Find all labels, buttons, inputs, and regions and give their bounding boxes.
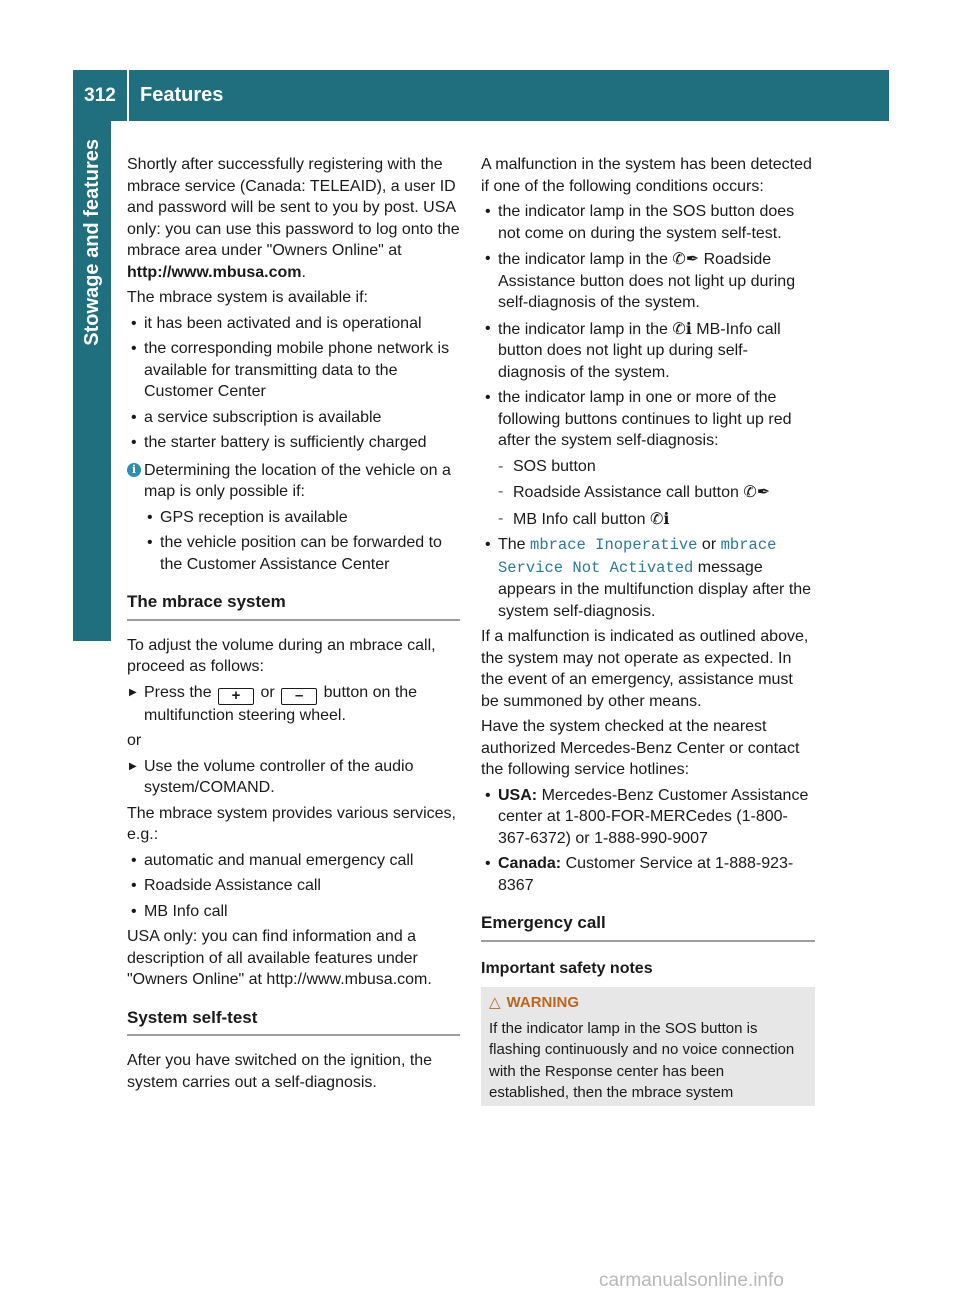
or-text: or (127, 732, 142, 749)
info-phone-icon: ✆ℹ (672, 318, 692, 338)
hotline-label: USA: (498, 786, 538, 804)
heading-mbrace-system: The mbrace system (127, 591, 460, 621)
list-item (481, 534, 815, 622)
warning-box (481, 987, 815, 1106)
registration-paragraph (127, 154, 460, 283)
heading-emergency-call: Emergency call (481, 912, 815, 942)
plus-key-icon: + (218, 688, 254, 705)
self-test-paragraph: After you have switched on the ignition, the system carries out a self-diagnosis. (127, 1052, 433, 1091)
registration-end: . (301, 263, 306, 281)
warning-label: WARNING (506, 994, 580, 1011)
list-item: • automatic and manual emergency call (127, 850, 460, 872)
warning-text: If the indicator lamp in the SOS button is flashing continuously and no voice connection with the Response center has been established, then the mbrace system (489, 1019, 795, 1101)
header-divider (127, 70, 129, 121)
heading-system-self-test: System self-test (127, 1007, 460, 1037)
list-item: • the indicator lamp in one or more of the following buttons continues to light up red after the system self-diagnosis: (481, 387, 815, 452)
sub-list-text: MB Info call button (513, 510, 646, 528)
list-item: • it has been activated and is operational (127, 313, 460, 335)
warning-triangle-icon: △ (489, 993, 501, 1011)
registration-text: Shortly after successfully registering with the mbrace service (Canada: TELEAID), a user ID and password will be sent to you by post. USA only: you can use this password to log onto the mbrace area under "Owners Online" at (127, 156, 460, 259)
section-title: Features (140, 84, 224, 106)
hotline-text: Customer Service at 1-888-923-8367 (498, 855, 794, 894)
step-text: Press the (144, 683, 212, 701)
list-item: • a service subscription is available (127, 407, 460, 429)
info-text: Determining the location of the vehicle on a map is only possible if: (144, 461, 451, 500)
info-bullets (127, 507, 460, 576)
page-header (73, 70, 889, 121)
list-item: • the indicator lamp in the SOS button does not come on during the system self-test. (481, 201, 815, 244)
services-intro: The mbrace system provides various services, e.g.: (127, 804, 456, 843)
condition-text: Roadside Assistance button does not light up during self-diagnosis of the system. (498, 251, 796, 311)
list-item: • the starter battery is sufficiently charged (127, 432, 460, 454)
condition-text: or (701, 536, 717, 553)
list-item (481, 318, 815, 384)
side-tab (73, 121, 111, 641)
condition-text: the indicator lamp in the (498, 320, 668, 338)
side-tab-label: Stowage and features (81, 139, 103, 346)
page-number: 312 (84, 85, 116, 106)
minus-key-icon: – (281, 688, 317, 705)
malfunction-intro: A malfunction in the system has been detected if one of the following conditions occurs: (481, 156, 812, 195)
list-item (481, 248, 815, 314)
volume-intro: To adjust the volume during an mbrace call, proceed as follows: (127, 636, 436, 675)
roadside-phone-icon: ✆✒ (743, 482, 771, 501)
hotline-label: Canada: (498, 855, 562, 872)
list-item: • Roadside Assistance call (127, 875, 460, 897)
display-message: mbrace Service Not Activated (498, 536, 777, 577)
info-phone-icon: ✆ℹ (649, 508, 670, 528)
step-item (127, 682, 460, 727)
display-message: mbrace Inoperative (530, 536, 698, 554)
hotline-intro: Have the system checked at the nearest authorized Mercedes-Benz Center or contact the following service hotlines: (481, 718, 800, 778)
list-item (481, 853, 815, 896)
warning-title (489, 992, 807, 1014)
list-item (481, 785, 815, 850)
watermark: carmanualsonline.info (599, 1270, 784, 1291)
left-column (127, 154, 460, 1097)
info-icon: i (127, 463, 141, 477)
list-item: • the corresponding mobile phone network is available for transmitting data to the Customer Center (127, 338, 460, 403)
malfunction-paragraph: If a malfunction is indicated as outlined above, the system may not operate as expected. In the event of an emergency, assistance must be summoned by other means. (481, 628, 809, 710)
right-column (481, 154, 815, 1106)
list-item: • GPS reception is available (143, 507, 460, 529)
info-note (127, 460, 460, 503)
sub-list-item (481, 508, 815, 531)
hotline-text: Mercedes-Benz Customer Assistance center at 1-800-FOR-MERCedes (1-800-367-6372) or 1-888-990-9007 (498, 786, 809, 847)
roadside-phone-icon: ✆✒ (672, 249, 700, 268)
mbusa-link[interactable]: http://www.mbusa.com (127, 263, 302, 281)
sub-list-item (481, 481, 815, 504)
usa-only-paragraph: USA only: you can find information and a description of all available features under "Owners Online" at http://www.mbusa.com. (127, 928, 432, 988)
step-item: ▶ Use the volume controller of the audio system/COMAND. (127, 756, 460, 799)
step-text: button on the multifunction steering wheel. (144, 683, 418, 724)
condition-text: the indicator lamp in the (498, 251, 668, 268)
sub-list-text: Roadside Assistance call button (513, 484, 739, 501)
heading-safety-notes: Important safety notes (481, 959, 653, 977)
condition-text: The (498, 536, 526, 553)
condition-text: MB-Info call button does not light up during self-diagnosis of the system. (498, 320, 781, 381)
step-or: or (260, 683, 275, 701)
availability-intro: The mbrace system is available if: (127, 289, 368, 306)
list-item: • MB Info call (127, 901, 460, 923)
sub-list-item: - SOS button (481, 456, 815, 478)
list-item: • the vehicle position can be forwarded to the Customer Assistance Center (143, 532, 460, 575)
condition-text: message appears in the multifunction display after the system self-diagnosis. (498, 558, 812, 620)
